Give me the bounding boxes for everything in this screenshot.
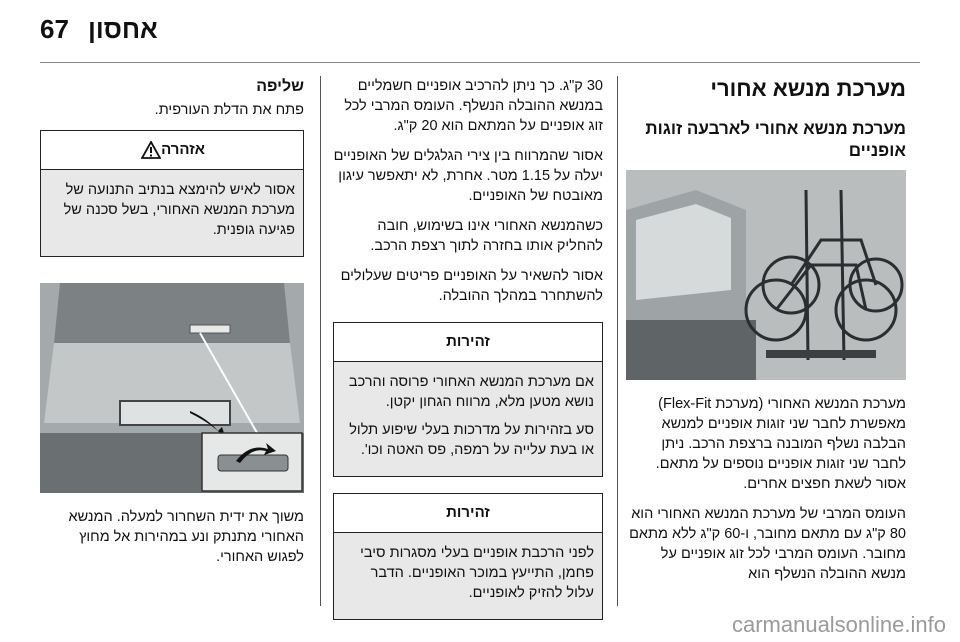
subtitle: מערכת מנשא אחורי לארבעה זוגות אופניים [645,119,906,160]
middle-column [333,76,603,636]
loose-items-text: אסור להשאיר על האופניים פריטים שעלולים להשתחרר במהלך ההובלה. [340,268,603,304]
carrier-description: מערכת המנשא האחורי (מערכת Flex-Fit) מאפשרת לחבר שני זוגות אופניים למנשא הבלבה נשלף המובנה ברצפת הרכב. ניתן לחבר שני זוגות אופניים נוספים על מתאם. אסור לשאת חפצים אחרים. [655,396,906,492]
page-header [0,0,960,62]
load-limits-text: 30 ק"ג. כך ניתן להרכיב אופניים חשמליים במנשא ההובלה הנשלף. העומס המרבי לכל זוג אופניים על המתאם הוא 20 ק"ג. [344,78,603,134]
warning-box-body [41,170,303,256]
warning-triangle-icon [141,141,161,159]
retract-instruction: כשהמנשא האחורי אינו בשימוש, חובה להחליק אותו בחזרה לתוך רצפת הרכב. [370,218,603,254]
carrier-load-info: העומס המרבי של מערכת המנשא האחורי הוא 80 ק"ג עם מתאם מחובר, ו-60 ק"ג ללא מתאם מחובר. העומס המרבי לכל זוג אופניים על מנשא ההובלה הנשלף הוא [629,506,906,582]
left-column [40,76,304,577]
caution-2-text-1: לפני הרכבת אופניים בעלי מסגרות סיבי פחמן, התייעץ במוכר האופניים. הדבר עלול להזיק לאופניים. [360,545,594,601]
release-handle-photo [40,283,304,493]
column-divider-left [320,76,321,606]
caution-heading-1: זהירות [446,333,490,350]
right-column [626,76,906,594]
warning-heading: אזהרה [161,141,205,158]
caution-1-text-1: אם מערכת המנשא האחורי פרוסה והרכב נושא מטען מלא, מרווח הגחון יקטן. [348,374,594,410]
warning-text: אסור לאיש להימצא בנתיב התנועה של מערכת המנשא האחורי, בשל סכנה של פגיעה גופנית. [63,182,295,238]
deploy-title: שליפה [256,78,304,95]
warning-box-header [41,131,303,170]
caution-1-text-2: סע בזהירות על מדרכות בעלי שיפוע תלול או בעת עלייה על רמפה, פס האטה וכו'. [349,422,594,458]
caution-box-2-body [334,533,602,619]
bike-carrier-photo [626,170,906,380]
bike-carrier-illustration [626,170,906,380]
caution-box-1-body [334,362,602,476]
page-number: 67 [40,14,69,44]
release-handle-illustration [40,283,304,493]
caution-box-2 [333,493,603,620]
caution-box-1 [333,322,603,477]
warning-box [40,130,304,257]
deploy-intro: פתח את הדלת העורפית. [154,102,304,118]
header-rule [40,62,920,63]
caution-box-1-header [334,323,602,362]
column-divider-right [617,76,618,606]
watermark: carmanualsonline.info [731,612,946,637]
release-caption: משוך את ידית השחרור למעלה. המנשא האחורי מתנתק ונע במהירות אל מחוץ לפגוש האחורי. [68,509,304,565]
axle-distance-text: אסור שהמרווח בין צירי הגלגלים של האופניים יעלה על 1.15 מטר. אחרת, לא יתאפשר עיגון מאובטח של האופניים. [333,148,603,204]
caution-heading-2: זהירות [446,504,490,521]
section-title: אחסון [88,14,158,44]
caution-box-2-header [334,494,602,533]
main-title: מערכת מנשא אחורי [710,76,906,101]
